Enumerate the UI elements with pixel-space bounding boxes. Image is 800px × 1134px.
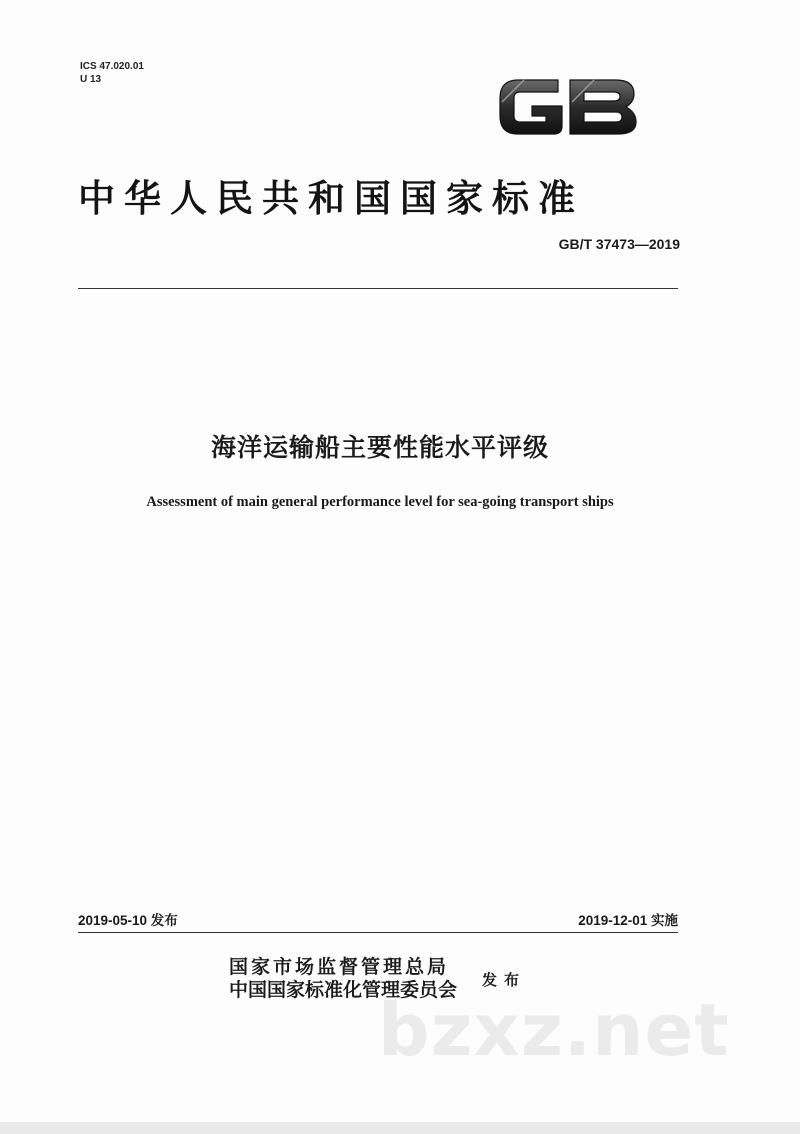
watermark: bzxz.net: [378, 988, 730, 1072]
bottom-divider: [78, 932, 678, 933]
document-title-english: Assessment of main general performance level for sea-going transport ships: [146, 494, 614, 510]
ics-code: ICS 47.020.01: [80, 61, 144, 72]
document-title-chinese: 海洋运输船主要性能水平评级: [210, 433, 549, 462]
issuer-standardization-committee: 中国国家标准化管理委员会: [229, 979, 458, 1001]
top-divider: [78, 288, 678, 289]
effective-date: 2019-12-01 实施: [578, 913, 678, 928]
issue-date: 2019-05-10 发布: [78, 913, 178, 928]
category-code: U 13: [80, 74, 102, 85]
standard-number: GB/T 37473—2019: [558, 236, 680, 252]
gb-logo: [494, 72, 640, 142]
issuer-market-regulation: 国家市场监督管理总局: [229, 956, 450, 978]
publish-label: 发布: [482, 971, 527, 989]
national-standard-title: 中华人民共和国国家标准: [78, 176, 584, 220]
classification-codes: [80, 60, 144, 86]
page-bottom-edge: [0, 1122, 800, 1134]
